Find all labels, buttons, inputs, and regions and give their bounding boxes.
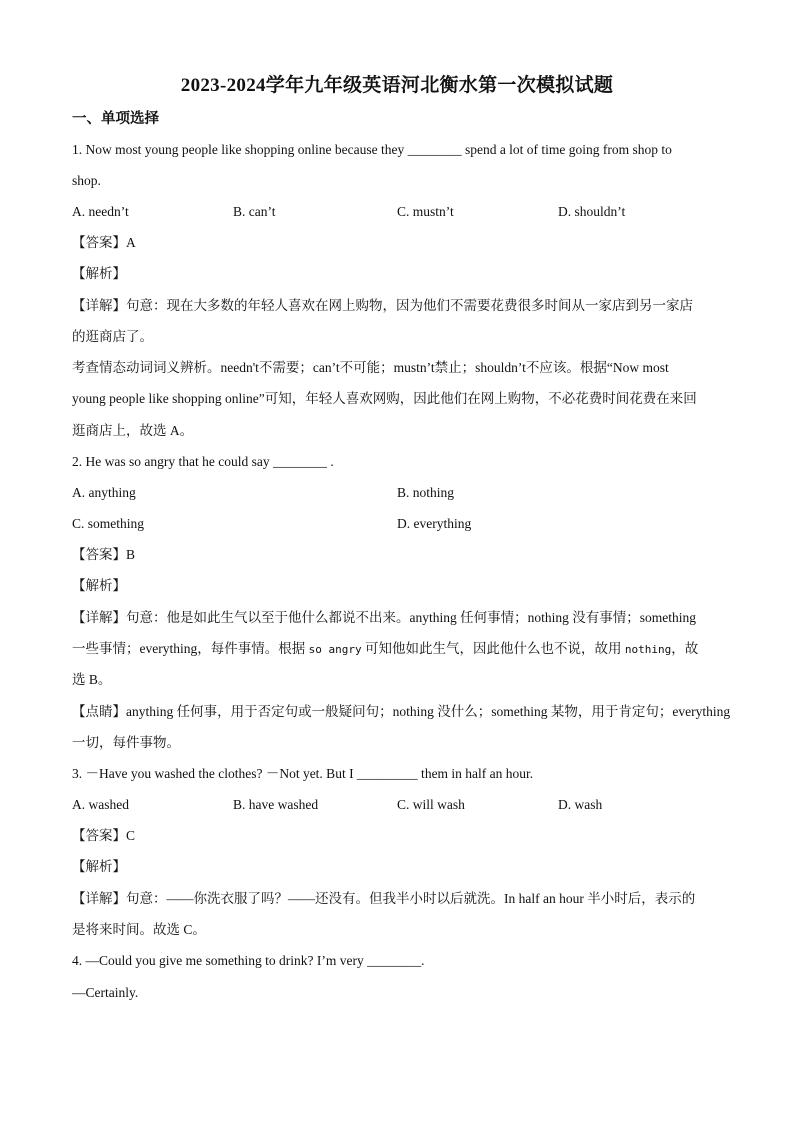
q1-detail-line4: young people like shopping online”可知，年轻人喜欢网购，因此他们在网上购物，不必花费时间花费在来回 [72, 391, 697, 406]
q2-answer [72, 546, 724, 564]
q3-stem: 3. －Have you washed the clothes? －Not yet. But I _________ them in half an hour. [72, 766, 534, 781]
q3-option-a: A. washed [72, 797, 129, 812]
q1-stem-line2: shop. [72, 173, 101, 188]
q1-detail-line1: 【详解】句意：现在大多数的年轻人喜欢在网上购物，因为他们不需要花费很多时间从一家店到另一家店 [72, 298, 693, 313]
q2-stem: 2. He was so angry that he could say ________ . [72, 454, 334, 469]
answer-label: 【答案】 [72, 828, 126, 843]
detail-text: ，故 [671, 641, 699, 656]
answer-value: A [126, 235, 136, 250]
q1-detail-line5: 逛商店上，故选 A。 [72, 423, 194, 438]
q3-option-c: C. will wash [397, 797, 465, 812]
section-heading: 一、单项选择 [72, 111, 159, 127]
q2-note-line1: 【点睛】anything 任何事，用于否定句或一般疑问句；nothing 没什么；something 某物，用于肯定句；everything [72, 704, 731, 719]
answer-label: 【答案】 [72, 235, 126, 250]
detail-text: 一些事情；everything，每件事情。根据 [72, 641, 309, 656]
q1-option-a: A. needn’t [72, 204, 129, 219]
q3-detail-line1: 【详解】句意：——你洗衣服了吗？——还没有。但我半小时以后就洗。In half an hour 半小时后，表示的 [72, 891, 696, 906]
answer-value: C [126, 828, 136, 843]
q2-detail-line3: 选 B。 [72, 672, 112, 687]
page-title: 2023-2024学年九年级英语河北衡水第一次模拟试题 [180, 75, 614, 96]
q4-reply: —Certainly. [72, 985, 139, 1000]
q1-answer [72, 234, 724, 252]
answer-value: B [126, 547, 136, 562]
q2-option-c: C. something [72, 516, 145, 531]
q2-detail-line1: 【详解】句意：他是如此生气以至于他什么都说不出来。anything 任何事情；nothing 没有事情；something [72, 610, 696, 625]
q3-detail-line2: 是将来时间。故选 C。 [72, 922, 206, 937]
q2-analysis-label: 【解析】 [72, 578, 126, 593]
q1-stem-line1: 1. Now most young people like shopping online because they ________ spend a lot of time going from shop to [72, 142, 672, 157]
q1-detail-line2: 的逛商店了。 [72, 329, 153, 344]
code-phrase: nothing [624, 643, 672, 656]
answer-label: 【答案】 [72, 547, 126, 562]
q2-option-a: A. anything [72, 485, 136, 500]
q2-option-d: D. everything [397, 516, 472, 531]
q3-option-d: D. wash [558, 797, 603, 812]
q4-stem: 4. —Could you give me something to drink? I’m very ________. [72, 953, 425, 968]
q3-option-b: B. have washed [233, 797, 319, 812]
q1-option-d: D. shouldn’t [558, 204, 626, 219]
q3-analysis-label: 【解析】 [72, 859, 126, 874]
q1-detail-line3: 考查情态动词词义辨析。needn't不需要；can’t不可能；mustn’t禁止；shouldn’t不应该。根据“Now most [72, 360, 669, 375]
q1-option-c: C. mustn’t [397, 204, 454, 219]
detail-text: 可知他如此生气，因此他什么也不说，故用 [361, 641, 625, 656]
q3-answer [72, 827, 724, 845]
q1-analysis-label: 【解析】 [72, 266, 126, 281]
code-phrase: so angry [308, 643, 362, 656]
q2-detail-line2 [72, 640, 724, 659]
q2-note-line2: 一切，每件事物。 [72, 735, 180, 750]
q1-option-b: B. can’t [233, 204, 276, 219]
q2-option-b: B. nothing [397, 485, 455, 500]
